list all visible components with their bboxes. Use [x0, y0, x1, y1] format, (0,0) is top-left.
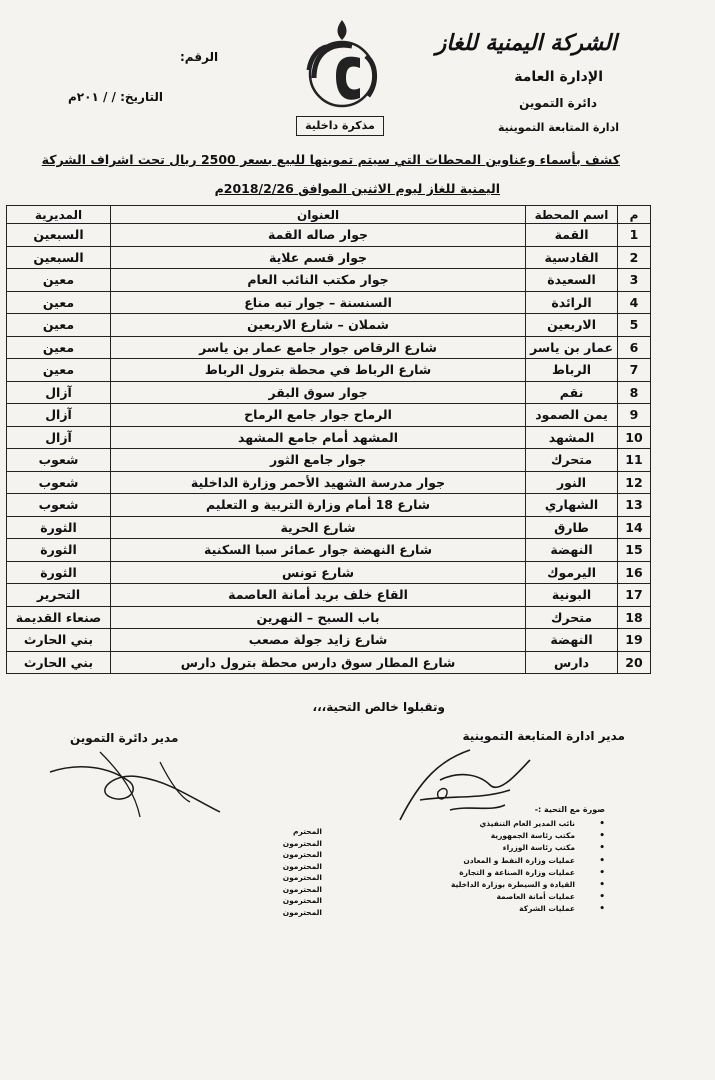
cell-number: 12	[618, 471, 651, 494]
cell-address: جوار مدرسة الشهيد الأحمر وزارة الداخلية	[111, 471, 526, 494]
supply-department: دائرة التموين	[519, 96, 597, 110]
cell-district: شعوب	[7, 471, 111, 494]
cell-district: شعوب	[7, 494, 111, 517]
copy-recipient	[375, 842, 605, 854]
cell-number: 10	[618, 426, 651, 449]
bullet-icon: •	[599, 879, 605, 890]
cell-station-name: اليرموك	[526, 561, 618, 584]
copy-response: المحترمون	[282, 850, 322, 859]
cell-address: جوار سوق البقر	[111, 381, 526, 404]
cell-number: 15	[618, 539, 651, 562]
copies-responses	[262, 826, 322, 918]
table-row	[7, 606, 651, 629]
table-row	[7, 629, 651, 652]
copy-recipient	[375, 891, 605, 903]
copy-recipient-label: عمليات أمانة العاصمة	[496, 892, 575, 902]
supply-followup-admin: ادارة المتابعة التموينية	[497, 121, 619, 134]
cell-address: جوار جامع الثور	[111, 449, 526, 472]
cell-number: 16	[618, 561, 651, 584]
cell-district: آزال	[7, 404, 111, 427]
cell-station-name: دارس	[526, 651, 618, 674]
cell-station-name: عمار بن ياسر	[526, 336, 618, 359]
cell-number: 11	[618, 449, 651, 472]
cell-station-name: يمن الصمود	[526, 404, 618, 427]
copy-recipient-label: عمليات وزارة الصناعة و التجارة	[459, 867, 575, 877]
cell-station-name: النور	[526, 471, 618, 494]
table-row	[7, 381, 651, 404]
cell-number: 3	[618, 269, 651, 292]
cell-station-name: المشهد	[526, 426, 618, 449]
cell-number: 13	[618, 494, 651, 517]
company-name: الشركة اليمنية للغاز	[435, 30, 617, 56]
copy-recipient-label: القيادة و السيطرة بوزارة الداخلية	[450, 879, 575, 889]
cell-district: السبعين	[7, 224, 111, 247]
cell-district: السبعين	[7, 246, 111, 269]
table-row	[7, 471, 651, 494]
cell-station-name: نقم	[526, 381, 618, 404]
cell-district: صنعاء القديمة	[7, 606, 111, 629]
cell-district: معين	[7, 291, 111, 314]
copy-recipient-label: مكتب رئاسة الجمهورية	[490, 831, 575, 841]
cell-address: جوار مكتب النائب العام	[111, 269, 526, 292]
table-row	[7, 494, 651, 517]
copy-recipient-label: نائب المدير العام التنفيذي	[479, 819, 575, 828]
copy-recipient-label: عمليات وزارة النفط و المعادن	[463, 855, 575, 865]
date-label: التاريخ: / / ٢٠١م	[68, 90, 163, 104]
cell-number: 7	[618, 359, 651, 382]
table-row	[7, 561, 651, 584]
table-row	[7, 539, 651, 562]
cell-number: 2	[618, 246, 651, 269]
internal-memo-label: مذكرة داخلية	[296, 116, 384, 136]
table-header-row	[7, 206, 651, 224]
cell-station-name: النهضة	[526, 539, 618, 562]
copy-recipient-label: عمليات الشركة	[519, 904, 575, 914]
copy-recipient	[375, 879, 605, 891]
table-row	[7, 291, 651, 314]
cell-station-name: القادسية	[526, 246, 618, 269]
cell-station-name: متحرك	[526, 449, 618, 472]
table-row	[7, 269, 651, 292]
cell-address: باب السبح – النهرين	[111, 606, 526, 629]
table-row	[7, 246, 651, 269]
table-body	[7, 224, 651, 674]
cell-address: شارع النهضة جوار عمائر سبا السكنية	[111, 539, 526, 562]
cell-station-name: السعيدة	[526, 269, 618, 292]
table-row	[7, 516, 651, 539]
cell-district: شعوب	[7, 449, 111, 472]
copy-response: المحترمون	[282, 896, 322, 905]
header-station-name: اسم المحطة	[526, 206, 618, 224]
cell-address: جوار صاله القمة	[111, 224, 526, 247]
cell-address: المشهد أمام جامع المشهد	[111, 426, 526, 449]
copy-recipient	[375, 903, 605, 915]
cell-station-name: القمة	[526, 224, 618, 247]
cell-address: شارع الحرية	[111, 516, 526, 539]
cell-district: معين	[7, 359, 111, 382]
cell-number: 8	[618, 381, 651, 404]
cell-number: 20	[618, 651, 651, 674]
cell-station-name: الاربعين	[526, 314, 618, 337]
cell-address: القاع خلف بريد أمانة العاصمة	[111, 584, 526, 607]
cell-station-name: النهضة	[526, 629, 618, 652]
cell-number: 19	[618, 629, 651, 652]
header-district: المديرية	[7, 206, 111, 224]
company-logo-icon	[296, 16, 386, 116]
cell-district: الثورة	[7, 561, 111, 584]
cell-district: التحرير	[7, 584, 111, 607]
bullet-icon: •	[599, 867, 605, 878]
cell-address: شارع 18 أمام وزارة التربية و التعليم	[111, 494, 526, 517]
table-row	[7, 336, 651, 359]
table-row	[7, 404, 651, 427]
cell-district: آزال	[7, 426, 111, 449]
cell-address: شارع الرباط في محطة بترول الرباط	[111, 359, 526, 382]
copy-response: المحترمون	[282, 907, 322, 917]
cell-district: معين	[7, 336, 111, 359]
document-title-line2: اليمنية للغاز ليوم الاثنين الموافق 2018/2/26م	[214, 181, 500, 196]
cell-station-name: الرباط	[526, 359, 618, 382]
cell-address: شارع تونس	[111, 561, 526, 584]
table-row	[7, 359, 651, 382]
copy-recipient	[375, 855, 605, 867]
document-title-line1: كشف بأسماء وعناوين المحطات التي سيتم تموينها للبيع بسعر 2500 ريال تحت اشراف الشركة	[41, 152, 620, 167]
cell-address: شارع المطار سوق دارس محطة بترول دارس	[111, 651, 526, 674]
table-row	[7, 224, 651, 247]
closing-greeting: وتقبلوا خالص التحية،،،	[312, 700, 445, 714]
supply-manager-signature	[40, 742, 230, 822]
copy-response: المحترمون	[282, 861, 322, 871]
bullet-icon: •	[599, 819, 605, 829]
bullet-icon: •	[599, 843, 605, 854]
cell-district: الثورة	[7, 516, 111, 539]
cell-district: بني الحارث	[7, 629, 111, 652]
reference-number-label: الرقم:	[180, 50, 219, 64]
cell-station-name: البونية	[526, 584, 618, 607]
copy-recipient	[375, 830, 605, 842]
copy-response: المحترمون	[282, 838, 322, 848]
copy-response: المحترمون	[282, 884, 322, 894]
table-row	[7, 426, 651, 449]
cell-address: شارع زايد جولة مصعب	[111, 629, 526, 652]
followup-manager-signature	[380, 740, 560, 830]
table-row	[7, 584, 651, 607]
cell-address: شملان – شارع الاربعين	[111, 314, 526, 337]
cell-number: 5	[618, 314, 651, 337]
bullet-icon: •	[599, 892, 605, 903]
bullet-icon: •	[599, 904, 605, 915]
cell-address: شارع الرقاص جوار جامع عمار بن ياسر	[111, 336, 526, 359]
copy-recipient	[375, 818, 605, 830]
copy-recipient-label: مكتب رئاسة الوزراء	[502, 843, 575, 853]
cell-station-name: طارق	[526, 516, 618, 539]
copy-response: المحترم	[292, 827, 322, 836]
header-number: م	[618, 206, 651, 224]
header-address: العنوان	[111, 206, 526, 224]
supply-manager-title: مدير دائرة التموين	[70, 731, 179, 745]
copy-recipient	[375, 867, 605, 879]
cell-address: السنسنة – جوار تبه مناع	[111, 291, 526, 314]
cell-address: جوار قسم علاية	[111, 246, 526, 269]
cell-number: 9	[618, 404, 651, 427]
cell-station-name: متحرك	[526, 606, 618, 629]
cell-station-name: الرائدة	[526, 291, 618, 314]
copies-list	[375, 818, 605, 916]
cell-number: 14	[618, 516, 651, 539]
bullet-icon: •	[599, 831, 605, 842]
cell-number: 18	[618, 606, 651, 629]
cell-district: معين	[7, 314, 111, 337]
copies-heading: صورة مع التحية :-	[534, 805, 605, 814]
cell-address: الرماح جوار جامع الرماح	[111, 404, 526, 427]
bullet-icon: •	[599, 855, 605, 866]
table-row	[7, 651, 651, 674]
cell-station-name: الشهاري	[526, 494, 618, 517]
cell-district: بني الحارث	[7, 651, 111, 674]
stations-table	[6, 205, 651, 674]
table-row	[7, 449, 651, 472]
cell-number: 17	[618, 584, 651, 607]
cell-number: 6	[618, 336, 651, 359]
cell-number: 1	[618, 224, 651, 247]
cell-district: معين	[7, 269, 111, 292]
cell-number: 4	[618, 291, 651, 314]
copy-response: المحترمون	[282, 873, 322, 882]
general-administration: الإدارة العامة	[514, 69, 603, 85]
followup-manager-title: مدير ادارة المتابعة التموينية	[462, 729, 625, 743]
cell-district: آزال	[7, 381, 111, 404]
table-row	[7, 314, 651, 337]
cell-district: الثورة	[7, 539, 111, 562]
